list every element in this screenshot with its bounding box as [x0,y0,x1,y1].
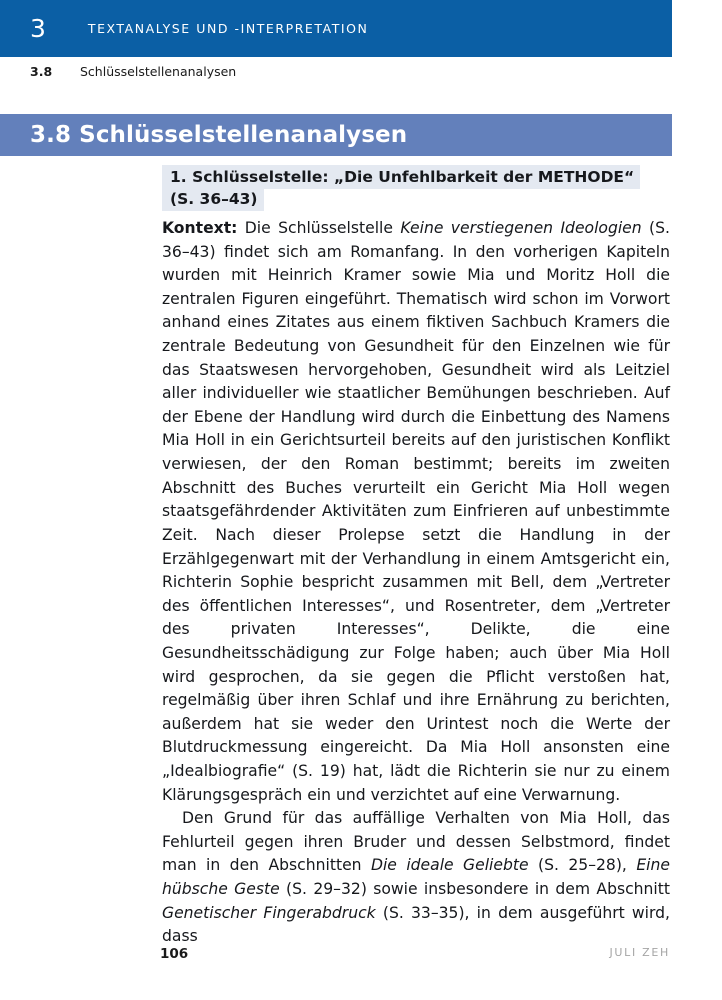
reason-text-segment-1: Den Grund für das auffällige Verhalten von Mia Holl, das Fehlurteil gegen ihren Bruder und dessen Selbstmord, findet man in den Abschnitten [162,809,670,875]
paragraph-reason [162,807,670,949]
page-footer [160,946,670,962]
running-head-chapter-title: TEXTANALYSE UND -INTERPRETATION [87,21,369,36]
reason-section-title-2: Eine hübsche Geste [162,856,670,899]
context-work-title: Keine verstiegenen Ideologien [400,219,642,237]
key-passage-title-line-2: (S. 36–43) [162,187,264,211]
page-content [162,166,670,949]
running-head-chapter-number: 3 [30,14,46,43]
context-lead-label: Kontext: [162,219,238,237]
paragraph-context [162,217,670,807]
key-passage-title [162,166,670,210]
reason-section-title-1: Die ideale Geliebte [370,856,529,875]
reason-text-segment-3: (S. 29–32) sowie insbesondere in dem Abschnitt [279,880,670,899]
section-heading-bar [0,114,672,156]
context-text-segment-2: (S. 36–43) findet sich am Romanfang. In den vorherigen Kapiteln wurden mit Heinrich Kramer sowie Mia und Moritz Holl die zentralen Figuren eingeführt. Thematisch wird schon im Vorwort anhand eines Zitates aus einem fiktiven Sachbuch Kramers die zentrale Bedeutung von Gesundheit für den Einzelnen wie für das Staatswesen hervorgehoben, Gesundheit wird als Leitziel aller individueller wie staatlicher Bemühungen beschrieben. Auf der Ebene der Handlung wird durch die Einbettung des Namens Mia Holl in ein Gerichtsurteil bereits auf den juristischen Konflikt verwiesen, der den Roman bestimmt; bereits im zweiten Abschnitt des Buches verurteilt ein Gericht Mia Holl wegen staatsgefährdender Aktivitäten zum Einfrieren auf unbestimmte Zeit. Nach dieser Prolepse setzt die Handlung in der Erzählgegenwart mit der Verhandlung in einem Amtsgericht ein, Richterin Sophie bespricht zusammen mit Bell, dem „Vertreter des öffentlichen Interesses“, und Rosentreter, dem „Vertreter des privaten Interesses“, Delikte, die eine Gesundheitsschädigung zur Folge haben; auch über Mia Holl wird gesprochen, da sie gegen die Pflicht verstoßen hat, regelmäßig über ihren Schlaf und ihre Ernährung zu berichten, außerdem hat sie weder den Urintest noch die Werte der Blutdruckmessung eingereicht. Da Mia Holl ansonsten eine „Idealbiografie“ (S. 19) hat, lädt die Richterin sie nur zu einem Klärungsgespräch ein und verzichtet auf eine Verwarnung. [162,219,670,804]
subsection-breadcrumb [30,64,236,79]
context-text-segment-1: Die Schlüsselstelle [237,219,401,237]
key-passage-title-line-1: 1. Schlüsselstelle: „Die Unfehlbarkeit der METHODE“ [162,165,640,189]
running-head [0,0,672,57]
page-number: 106 [160,946,189,962]
reason-section-title-3: Genetischer Fingerabdruck [162,903,376,922]
reason-text-segment-2: (S. 25–28), [528,856,637,875]
subsection-number: 3.8 [30,64,53,79]
subsection-title: Schlüsselstellenanalysen [80,64,237,79]
section-heading-label: 3.8 Schlüsselstellenanalysen [30,122,408,148]
reason-text-segment-4: (S. 33–35), in dem ausgeführt wird, dass [162,903,671,946]
footer-author-name: JULI ZEH [609,946,670,959]
